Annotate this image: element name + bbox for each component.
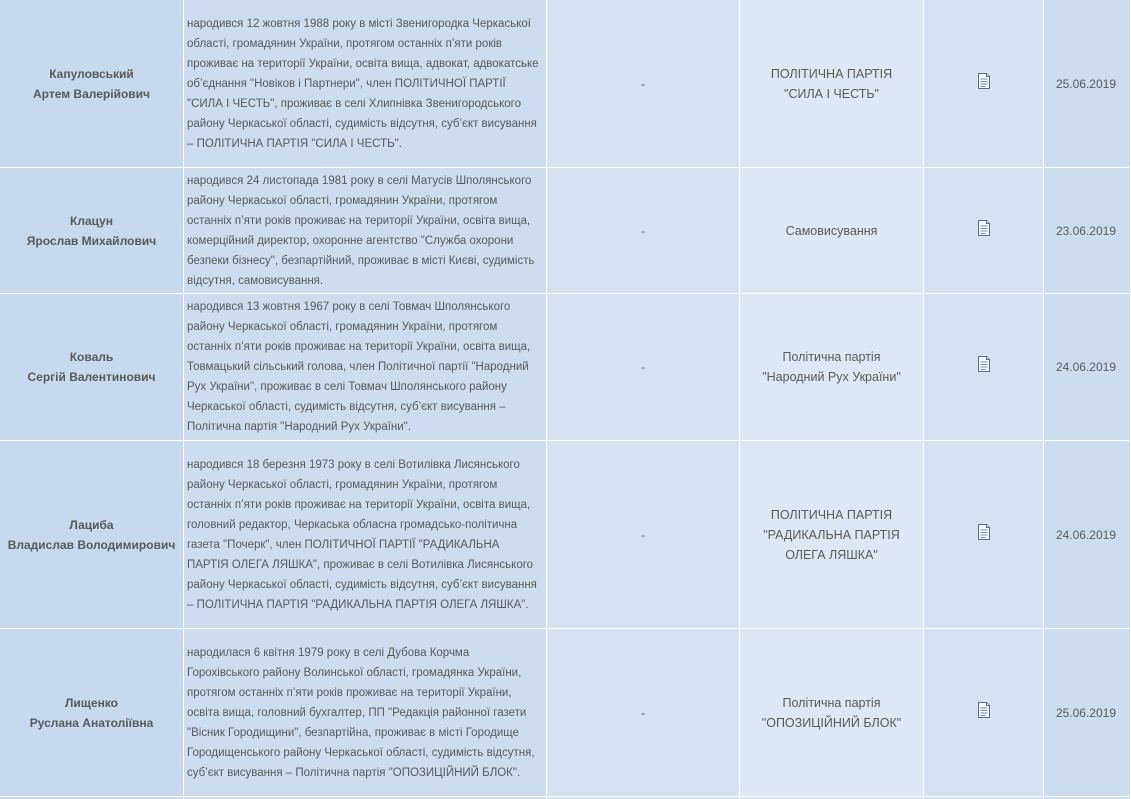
document-icon[interactable] (976, 523, 992, 547)
registration-date: 25.06.2019 (1044, 0, 1130, 167)
candidate-given-names: Владислав Володимирович (7, 537, 176, 552)
candidate-bio: народилася 6 квітня 1979 року в селі Дубова Корчма Горохівського району Волинської області, громадянка України, протягом останніх п’яти років проживає на території України, освіта вища, головний бухгалтер, ПП "Редакція районної газети "Вісник Городищини", безпартійна, проживає в місті Городище Городищенського району Черкаської області, судимість відсутня, суб’єкт висування – Політична партія "ОПОЗИЦІЙНИЙ БЛОК". (184, 629, 546, 796)
table-row (0, 629, 1130, 796)
table-row (0, 294, 1130, 440)
candidate-name (0, 441, 183, 628)
candidate-given-names: Ярослав Михайлович (26, 233, 157, 248)
registration-date: 23.06.2019 (1044, 168, 1130, 293)
candidate-surname: Коваль (69, 350, 114, 364)
empty-cell: - (547, 168, 739, 293)
candidate-given-names: Артем Валерійович (32, 86, 150, 101)
empty-cell: - (547, 441, 739, 628)
empty-cell: - (547, 0, 739, 167)
registration-date: 24.06.2019 (1044, 294, 1130, 440)
nominating-party: Самовисування (740, 168, 923, 293)
document-cell (924, 294, 1043, 440)
document-cell (924, 629, 1043, 796)
candidate-surname: Клацун (70, 213, 113, 228)
candidate-bio: народився 24 листопада 1981 року в селі Матусів Шполянського району Черкаської області, громадянин України, протягом останніх п’яти років проживає на території України, освіта вища, комерційний директор, охоронне агентство "Служба охорони безпеки бізнесу", безпартійний, проживає в місті Києві, судимість відсутня, самовисування. (184, 168, 546, 293)
empty-cell: - (547, 629, 739, 796)
candidate-bio: народився 18 березня 1973 року в селі Вотилівка Лисянського району Черкаської області, громадянин України, протягом останніх п’яти років проживає на території України, освіта вища, головний редактор, Черкаська обласна громадсько-політична газета "Почерк", член ПОЛІТИЧНОЇ ПАРТІЇ "РАДИКАЛЬНА ПАРТІЯ ОЛЕГА ЛЯШКА", проживає в селі Вотилівка Лисянського району Черкаської області, судимість відсутня, суб’єкт висування – ПОЛІТИЧНА ПАРТІЯ "РАДИКАЛЬНА ПАРТІЯ ОЛЕГА ЛЯШКА". (184, 441, 546, 628)
nominating-party: ПОЛІТИЧНА ПАРТІЯ "РАДИКАЛЬНА ПАРТІЯ ОЛЕГА ЛЯШКА" (740, 441, 923, 628)
document-icon[interactable] (976, 219, 992, 243)
document-icon[interactable] (976, 355, 992, 379)
candidate-name (0, 629, 183, 796)
empty-cell: - (547, 294, 739, 440)
nominating-party: ПОЛІТИЧНА ПАРТІЯ "СИЛА І ЧЕСТЬ" (740, 0, 923, 167)
nominating-party: Політична партія "ОПОЗИЦІЙНИЙ БЛОК" (740, 629, 923, 796)
candidate-surname: Капуловський (49, 66, 134, 81)
registration-date: 24.06.2019 (1044, 441, 1130, 628)
table-row (0, 0, 1130, 167)
candidate-name (0, 294, 183, 440)
candidate-surname: Лищенко (64, 695, 119, 710)
registration-date: 25.06.2019 (1044, 629, 1130, 796)
candidate-given-names: Руслана Анатоліївна (29, 715, 154, 730)
candidate-surname: Лациба (69, 517, 114, 532)
document-cell (924, 441, 1043, 628)
document-icon[interactable] (976, 72, 992, 96)
candidate-given-names: Сергій Валентинович (27, 370, 156, 384)
document-cell (924, 0, 1043, 167)
table-row (0, 168, 1130, 293)
document-icon[interactable] (976, 701, 992, 725)
nominating-party: Політична партія "Народний Рух України" (740, 294, 923, 440)
document-cell (924, 168, 1043, 293)
candidate-bio: народився 12 жовтня 1988 року в місті Звенигородка Черкаської області, громадянин України, протягом останніх п’яти років проживає на території України, освіта вища, адвокат, адвокатське об’єднання "Новіков і Партнери", член ПОЛІТИЧНОЇ ПАРТІЇ "СИЛА І ЧЕСТЬ", проживає в селі Хлипнівка Звенигородського району Черкаської області, судимість відсутня, суб’єкт висування – ПОЛІТИЧНА ПАРТІЯ "СИЛА І ЧЕСТЬ". (184, 0, 546, 167)
candidate-name (0, 0, 183, 167)
candidate-bio: народився 13 жовтня 1967 року в селі Товмач Шполянського району Черкаської області, громадянин України, протягом останніх п’яти років проживає на території України, освіта вища, Товмацький сільський голова, член Політичної партії "Народний Рух України", проживає в селі Товмач Шполянського району Черкаської області, судимість відсутня, суб’єкт висування – Політична партія "Народний Рух України". (184, 294, 546, 440)
table-row (0, 441, 1130, 628)
candidate-name (0, 168, 183, 293)
